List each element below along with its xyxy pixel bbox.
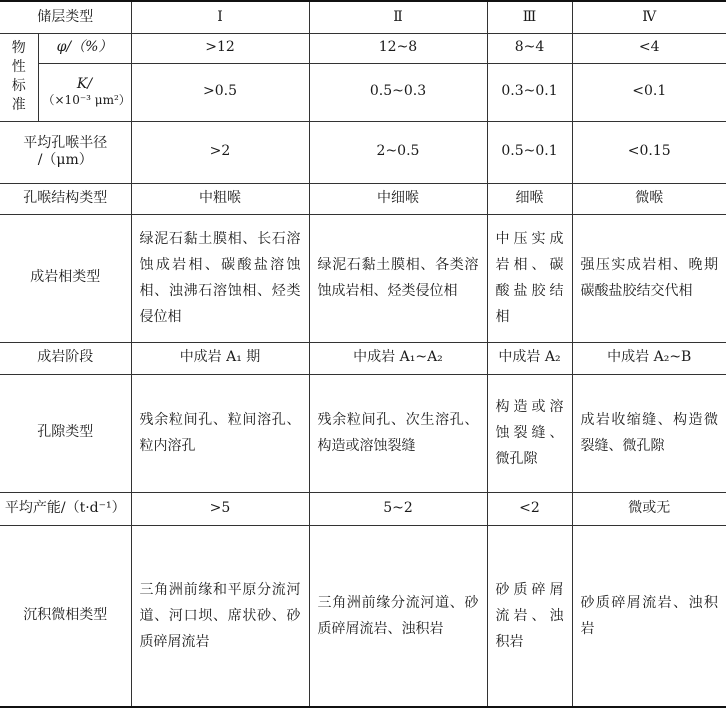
- diagenetic-facies-row: [0, 214, 726, 342]
- header-row: [0, 1, 726, 33]
- pore-type-label: 孔隙类型: [0, 374, 131, 492]
- diagenetic-facies-value-4: 强压实成岩相、晚期碳酸盐胶结交代相: [572, 214, 726, 342]
- permeability-value-3: 0.3~0.1: [487, 63, 572, 121]
- throat-structure-label: 孔喉结构类型: [0, 183, 131, 214]
- throat-radius-value-3: 0.5~0.1: [487, 121, 572, 183]
- porosity-row: [0, 33, 726, 63]
- permeability-value-1: >0.5: [131, 63, 309, 121]
- throat-structure-value-2: 中细喉: [309, 183, 487, 214]
- productivity-value-2: 5~2: [309, 492, 487, 525]
- sedimentary-microfacies-value-3: 砂质碎屑流岩、浊积岩: [487, 525, 572, 707]
- porosity-label: φ/（%）: [38, 33, 131, 63]
- throat-radius-value-2: 2~0.5: [309, 121, 487, 183]
- type-1-header: Ⅰ: [131, 1, 309, 33]
- throat-structure-value-1: 中粗喉: [131, 183, 309, 214]
- permeability-value-2: 0.5~0.3: [309, 63, 487, 121]
- permeability-label-bottom: （×10⁻³ μm²）: [42, 93, 131, 108]
- productivity-label: 平均产能/（t·d⁻¹）: [0, 492, 131, 525]
- productivity-value-3: <2: [487, 492, 572, 525]
- permeability-row: [0, 63, 726, 121]
- permeability-label: [38, 63, 131, 121]
- sedimentary-microfacies-label: 沉积微相类型: [0, 525, 131, 707]
- throat-radius-label-line1: 平均孔喉半径: [23, 134, 108, 151]
- diagenetic-facies-value-2: 绿泥石黏土膜相、各类溶蚀成岩相、烃类侵位相: [309, 214, 487, 342]
- diagenetic-stage-row: [0, 342, 726, 374]
- type-4-header: Ⅳ: [572, 1, 726, 33]
- diagenetic-facies-label: 成岩相类型: [0, 214, 131, 342]
- diagenetic-stage-value-3: 中成岩 A₂: [487, 342, 572, 374]
- header-label: 储层类型: [0, 1, 131, 33]
- sedimentary-microfacies-value-1: 三角洲前缘和平原分流河道、河口坝、席状砂、砂质碎屑流岩: [131, 525, 309, 707]
- permeability-label-top: K/: [76, 75, 93, 92]
- porosity-value-2: 12~8: [309, 33, 487, 63]
- pore-type-value-4: 成岩收缩缝、构造微裂缝、微孔隙: [572, 374, 726, 492]
- diagenetic-stage-value-1: 中成岩 A₁ 期: [131, 342, 309, 374]
- productivity-row: [0, 492, 726, 525]
- throat-radius-value-1: >2: [131, 121, 309, 183]
- porosity-value-4: <4: [572, 33, 726, 63]
- type-3-header: Ⅲ: [487, 1, 572, 33]
- pore-type-value-3: 构造或溶蚀裂缝、微孔隙: [487, 374, 572, 492]
- diagenetic-stage-label: 成岩阶段: [0, 342, 131, 374]
- pore-type-row: [0, 374, 726, 492]
- physical-standard-text: 物性标准: [11, 40, 26, 113]
- diagenetic-facies-value-3: 中压实成岩相、碳酸盐胶结相: [487, 214, 572, 342]
- throat-structure-value-4: 微喉: [572, 183, 726, 214]
- productivity-value-1: >5: [131, 492, 309, 525]
- throat-radius-value-4: <0.15: [572, 121, 726, 183]
- throat-radius-label: [0, 121, 131, 183]
- throat-radius-row: [0, 121, 726, 183]
- pore-type-value-2: 残余粒间孔、次生溶孔、构造或溶蚀裂缝: [309, 374, 487, 492]
- type-2-header: Ⅱ: [309, 1, 487, 33]
- sedimentary-microfacies-value-4: 砂质碎屑流岩、浊积岩: [572, 525, 726, 707]
- diagenetic-stage-value-4: 中成岩 A₂~B: [572, 342, 726, 374]
- porosity-value-3: 8~4: [487, 33, 572, 63]
- physical-standard-label: [0, 33, 38, 121]
- productivity-value-4: 微或无: [572, 492, 726, 525]
- pore-type-value-1: 残余粒间孔、粒间溶孔、粒内溶孔: [131, 374, 309, 492]
- diagenetic-facies-value-1: 绿泥石黏土膜相、长石溶蚀成岩相、碳酸盐溶蚀相、浊沸石溶蚀相、烃类侵位相: [131, 214, 309, 342]
- throat-structure-row: [0, 183, 726, 214]
- sedimentary-microfacies-value-2: 三角洲前缘分流河道、砂质碎屑流岩、浊积岩: [309, 525, 487, 707]
- porosity-value-1: >12: [131, 33, 309, 63]
- diagenetic-stage-value-2: 中成岩 A₁~A₂: [309, 342, 487, 374]
- sedimentary-microfacies-row: [0, 525, 726, 707]
- throat-structure-value-3: 细喉: [487, 183, 572, 214]
- permeability-value-4: <0.1: [572, 63, 726, 121]
- throat-radius-label-line2: /（μm）: [37, 152, 93, 168]
